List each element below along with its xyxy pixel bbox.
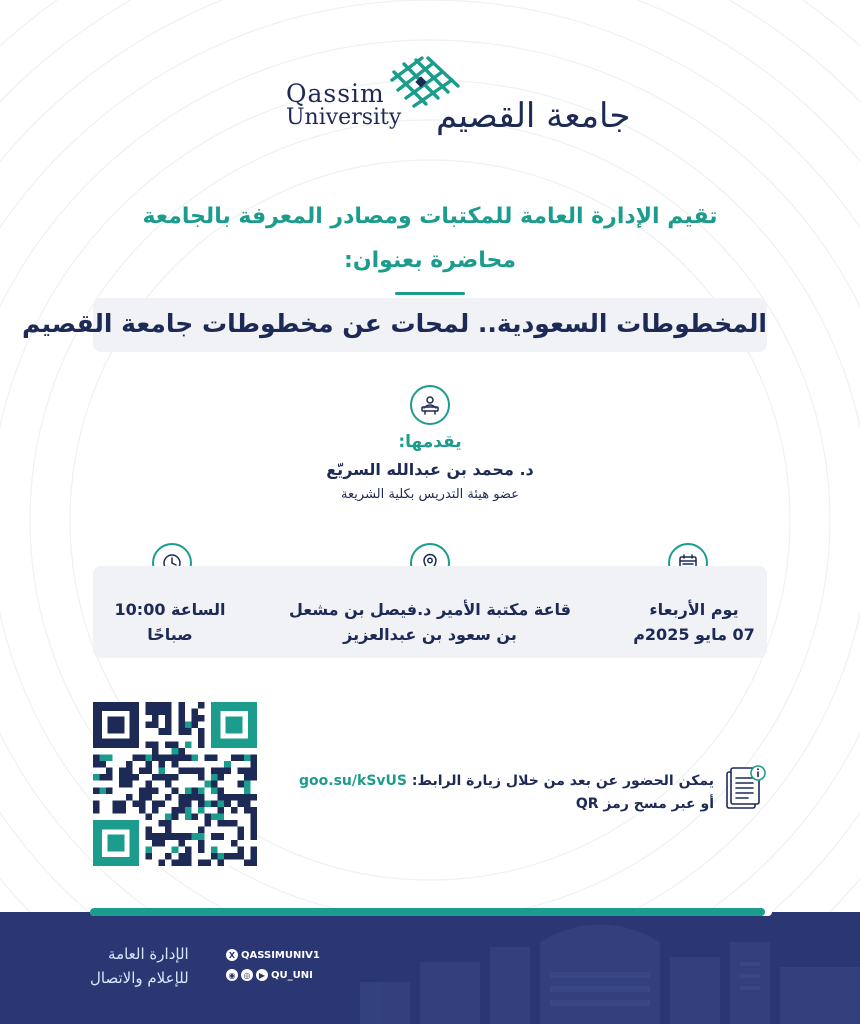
snapchat-icon: ◉	[226, 969, 238, 981]
qr-module	[244, 768, 251, 775]
qr-module	[198, 702, 205, 709]
qr-module	[211, 846, 218, 853]
event-date-value: 07 مايو 2025م	[633, 625, 755, 644]
qr-module	[185, 853, 192, 860]
qr-module	[165, 814, 172, 821]
qr-module	[100, 754, 107, 761]
qr-module	[152, 774, 159, 781]
qr-module	[165, 754, 172, 761]
lecture-title: المخطوطات السعودية.. لمحات عن مخطوطات جامعة القصيم	[22, 309, 767, 338]
qr-module	[139, 800, 146, 807]
footer	[0, 912, 860, 1024]
qr-module	[198, 800, 205, 807]
qr-module	[185, 754, 192, 761]
qr-module	[205, 754, 212, 761]
qr-module	[172, 787, 179, 794]
qr-module	[165, 774, 172, 781]
qr-module	[93, 774, 100, 781]
qr-module	[237, 781, 244, 788]
qr-module	[152, 807, 159, 814]
qr-module	[250, 807, 257, 814]
qr-module	[178, 853, 185, 860]
qr-module	[185, 794, 192, 801]
online-link[interactable]: goo.su/kSvUS	[299, 773, 407, 789]
qr-module	[178, 859, 185, 866]
qr-module	[139, 794, 146, 801]
qr-module	[113, 807, 120, 814]
qr-module	[191, 794, 198, 801]
qr-module	[224, 800, 231, 807]
event-location	[275, 597, 585, 647]
social-row-x[interactable]	[226, 949, 320, 961]
qr-module	[237, 853, 244, 860]
qr-module	[244, 807, 251, 814]
qr-module	[145, 709, 152, 716]
qr-module	[185, 846, 192, 853]
qr-module	[224, 761, 231, 768]
qr-module	[145, 768, 152, 775]
qr-module	[250, 754, 257, 761]
organizer-line: تقيم الإدارة العامة للمكتبات ومصادر المعرفة بالجامعة	[142, 204, 718, 229]
qr-module	[145, 846, 152, 853]
qr-module	[145, 761, 152, 768]
qr-module	[178, 754, 185, 761]
qr-module	[165, 853, 172, 860]
qr-module	[172, 833, 179, 840]
qr-module	[145, 787, 152, 794]
qr-module	[145, 781, 152, 788]
youtube-icon: ▶	[256, 969, 268, 981]
qr-module	[165, 715, 172, 722]
qr-module	[218, 768, 225, 775]
qr-module	[211, 768, 218, 775]
qr-module	[159, 840, 166, 847]
qr-module	[185, 800, 192, 807]
qr-module	[93, 761, 100, 768]
qr-module	[191, 833, 198, 840]
qr-module	[119, 800, 126, 807]
qr-module	[237, 768, 244, 775]
qr-module	[106, 774, 113, 781]
qr-module	[231, 754, 238, 761]
qr-module	[198, 846, 205, 853]
qr-module	[165, 781, 172, 788]
qr-module	[139, 807, 146, 814]
qr-module	[205, 859, 212, 866]
qr-module	[211, 754, 218, 761]
qr-module	[250, 859, 257, 866]
qr-module	[159, 768, 166, 775]
qr-module	[244, 754, 251, 761]
event-details-box	[93, 566, 767, 658]
qr-module	[145, 794, 152, 801]
qr-module	[237, 794, 244, 801]
qr-module	[198, 715, 205, 722]
qr-module	[165, 833, 172, 840]
qr-module	[250, 768, 257, 775]
qr-module	[218, 853, 225, 860]
x-icon: X	[226, 949, 238, 961]
qr-module	[185, 833, 192, 840]
qr-module	[178, 833, 185, 840]
qr-module	[211, 787, 218, 794]
qr-module	[231, 820, 238, 827]
qr-module	[159, 728, 166, 735]
qr-module	[185, 787, 192, 794]
qr-module	[198, 774, 205, 781]
qr-module	[250, 846, 257, 853]
qr-module	[211, 774, 218, 781]
qr-module	[93, 754, 100, 761]
qr-module	[139, 787, 146, 794]
qr-module	[231, 853, 238, 860]
qr-module	[165, 702, 172, 709]
qr-module	[132, 754, 139, 761]
qr-module	[198, 840, 205, 847]
qr-module	[165, 794, 172, 801]
qr-module	[218, 833, 225, 840]
qr-module	[224, 820, 231, 827]
qr-module	[185, 807, 192, 814]
qr-module	[198, 859, 205, 866]
qr-module	[172, 807, 179, 814]
qr-module	[152, 840, 159, 847]
qr-module	[185, 859, 192, 866]
qr-module	[244, 781, 251, 788]
qr-module	[224, 853, 231, 860]
online-line2: أو عبر مسح رمز QR	[575, 796, 714, 812]
document-info-icon	[722, 764, 770, 814]
event-time-line1: الساعة 10:00	[114, 600, 226, 619]
qr-module	[198, 728, 205, 735]
qr-module	[224, 794, 231, 801]
qr-module	[237, 833, 244, 840]
qr-module	[165, 728, 172, 735]
qr-module	[244, 794, 251, 801]
qr-module	[100, 787, 107, 794]
qr-module	[205, 820, 212, 827]
qr-module	[250, 853, 257, 860]
qr-module	[205, 781, 212, 788]
qr-module	[145, 814, 152, 821]
qr-module	[159, 820, 166, 827]
qr-module	[237, 846, 244, 853]
qr-module	[237, 800, 244, 807]
qr-module	[191, 768, 198, 775]
presenter-icon	[410, 385, 450, 425]
qr-module	[145, 722, 152, 729]
qr-module	[211, 781, 218, 788]
qr-module	[185, 741, 192, 748]
social-row-other[interactable]	[226, 969, 313, 981]
qr-module	[250, 761, 257, 768]
qr-module	[152, 741, 159, 748]
qr-module	[159, 754, 166, 761]
qr-module	[172, 761, 179, 768]
qr-module	[119, 781, 126, 788]
qr-module	[178, 800, 185, 807]
qr-module	[211, 814, 218, 821]
qr-module	[185, 768, 192, 775]
qr-module	[198, 807, 205, 814]
qr-module	[113, 800, 120, 807]
qr-module	[139, 768, 146, 775]
qr-module	[159, 709, 166, 716]
qr-module	[178, 728, 185, 735]
qr-module	[218, 800, 225, 807]
qr-module	[93, 800, 100, 807]
event-day: يوم الأربعاء	[649, 600, 739, 619]
qr-module	[191, 754, 198, 761]
qr-module	[198, 787, 205, 794]
qr-module	[244, 859, 251, 866]
qr-module	[159, 859, 166, 866]
instagram-icon: ◎	[241, 969, 253, 981]
qr-module	[198, 768, 205, 775]
qr-module	[126, 761, 133, 768]
qr-module	[178, 768, 185, 775]
qr-module	[185, 814, 192, 821]
qr-module	[198, 833, 205, 840]
qr-module	[126, 781, 133, 788]
lecture-label: محاضرة بعنوان:	[344, 248, 516, 273]
qr-module	[218, 807, 225, 814]
qr-module	[178, 748, 185, 755]
handle-x: QASSIMUNIV1	[241, 949, 320, 961]
qr-module	[132, 800, 139, 807]
qr-module	[211, 800, 218, 807]
qr-module	[185, 728, 192, 735]
qr-module	[152, 709, 159, 716]
qr-module	[165, 827, 172, 834]
qr-module	[165, 820, 172, 827]
qr-module	[211, 853, 218, 860]
qr-module	[145, 833, 152, 840]
footer-department	[90, 942, 189, 990]
qr-module	[152, 787, 159, 794]
qr-code[interactable]	[93, 702, 257, 866]
qr-module	[106, 768, 113, 775]
qr-module	[237, 754, 244, 761]
qr-module	[224, 768, 231, 775]
qr-module	[244, 787, 251, 794]
event-location-line2: بن سعود بن عبدالعزيز	[343, 625, 517, 644]
qr-module	[159, 761, 166, 768]
qr-module	[231, 840, 238, 847]
qr-module	[152, 833, 159, 840]
presenter-name: د. محمد بن عبدالله السريّع	[326, 460, 534, 479]
qr-module	[172, 754, 179, 761]
event-time-line2: صباحًا	[147, 625, 193, 644]
qr-module	[250, 794, 257, 801]
qr-module	[159, 702, 166, 709]
qr-module	[218, 794, 225, 801]
qr-module	[231, 807, 238, 814]
qr-module	[231, 794, 238, 801]
qr-module	[152, 800, 159, 807]
qr-module	[165, 722, 172, 729]
footer-dept-line2: للإعلام والاتصال	[90, 969, 189, 987]
qr-module	[218, 787, 225, 794]
qr-module	[244, 800, 251, 807]
logo-english-line1: Qassim	[286, 79, 385, 108]
qr-module	[178, 840, 185, 847]
title-divider	[395, 292, 465, 295]
qr-module	[100, 774, 107, 781]
qr-module	[93, 807, 100, 814]
qr-module	[198, 741, 205, 748]
qr-module	[211, 833, 218, 840]
qr-module	[250, 820, 257, 827]
qr-module	[139, 754, 146, 761]
qr-module	[218, 859, 225, 866]
qr-module	[218, 814, 225, 821]
presenter-role: عضو هيئة التدريس بكلية الشريعة	[341, 487, 519, 502]
qr-module	[106, 787, 113, 794]
footer-progress-fill	[90, 908, 765, 916]
qr-module	[152, 702, 159, 709]
qr-module	[178, 794, 185, 801]
qr-module	[106, 754, 113, 761]
university-logo	[286, 56, 631, 148]
qr-module	[172, 814, 179, 821]
qr-module	[172, 741, 179, 748]
qr-module	[191, 709, 198, 716]
qr-module	[172, 748, 179, 755]
qr-module	[152, 748, 159, 755]
qr-module	[119, 807, 126, 814]
qr-module	[145, 853, 152, 860]
qr-module	[250, 827, 257, 834]
qr-module	[178, 702, 185, 709]
handle-other: QU_UNI	[271, 969, 313, 981]
qr-module	[159, 833, 166, 840]
qr-module	[198, 735, 205, 742]
qr-module	[159, 800, 166, 807]
qr-module	[237, 827, 244, 834]
qr-module	[205, 800, 212, 807]
qr-module	[178, 715, 185, 722]
online-line1-text: يمكن الحضور عن بعد من خلال زيارة الرابط:	[411, 773, 714, 789]
qr-module	[191, 787, 198, 794]
qr-module	[126, 774, 133, 781]
qr-module	[178, 807, 185, 814]
qr-module	[152, 722, 159, 729]
event-date	[623, 597, 765, 647]
qr-module	[126, 768, 133, 775]
online-line1	[299, 770, 714, 793]
qr-module	[172, 859, 179, 866]
qr-module	[145, 741, 152, 748]
qr-module	[198, 794, 205, 801]
qr-module	[119, 768, 126, 775]
qr-module	[191, 814, 198, 821]
footer-dept-line1: الإدارة العامة	[108, 945, 189, 963]
qr-module	[250, 814, 257, 821]
qr-module	[165, 741, 172, 748]
qr-module	[178, 709, 185, 716]
qr-module	[145, 702, 152, 709]
footer-progress-bar	[90, 908, 772, 916]
qr-module	[100, 761, 107, 768]
qr-module	[172, 846, 179, 853]
online-attendance-text	[299, 770, 714, 816]
qr-module	[126, 794, 133, 801]
logo-arabic: جامعة القصيم	[436, 96, 631, 136]
qr-module	[185, 722, 192, 729]
qr-module	[93, 787, 100, 794]
qr-module	[191, 722, 198, 729]
qr-module	[159, 774, 166, 781]
qr-module	[191, 715, 198, 722]
logo-english-line2: University	[286, 105, 402, 130]
qr-module	[172, 774, 179, 781]
qr-module	[218, 820, 225, 827]
event-time	[103, 597, 237, 647]
presenter-label: يقدمها:	[398, 432, 462, 452]
qr-module	[198, 827, 205, 834]
qr-module	[152, 715, 159, 722]
qr-module	[205, 814, 212, 821]
qr-module	[250, 774, 257, 781]
qr-module	[178, 722, 185, 729]
qr-module	[218, 774, 225, 781]
qr-module	[165, 709, 172, 716]
lecture-title-box	[22, 298, 767, 352]
qr-module	[132, 774, 139, 781]
qr-module	[244, 774, 251, 781]
qr-module	[145, 827, 152, 834]
qr-module	[250, 833, 257, 840]
qr-module	[145, 754, 152, 761]
event-location-line1: قاعة مكتبة الأمير د.فيصل بن مشعل	[289, 600, 571, 619]
qr-module	[119, 774, 126, 781]
qr-module	[152, 754, 159, 761]
